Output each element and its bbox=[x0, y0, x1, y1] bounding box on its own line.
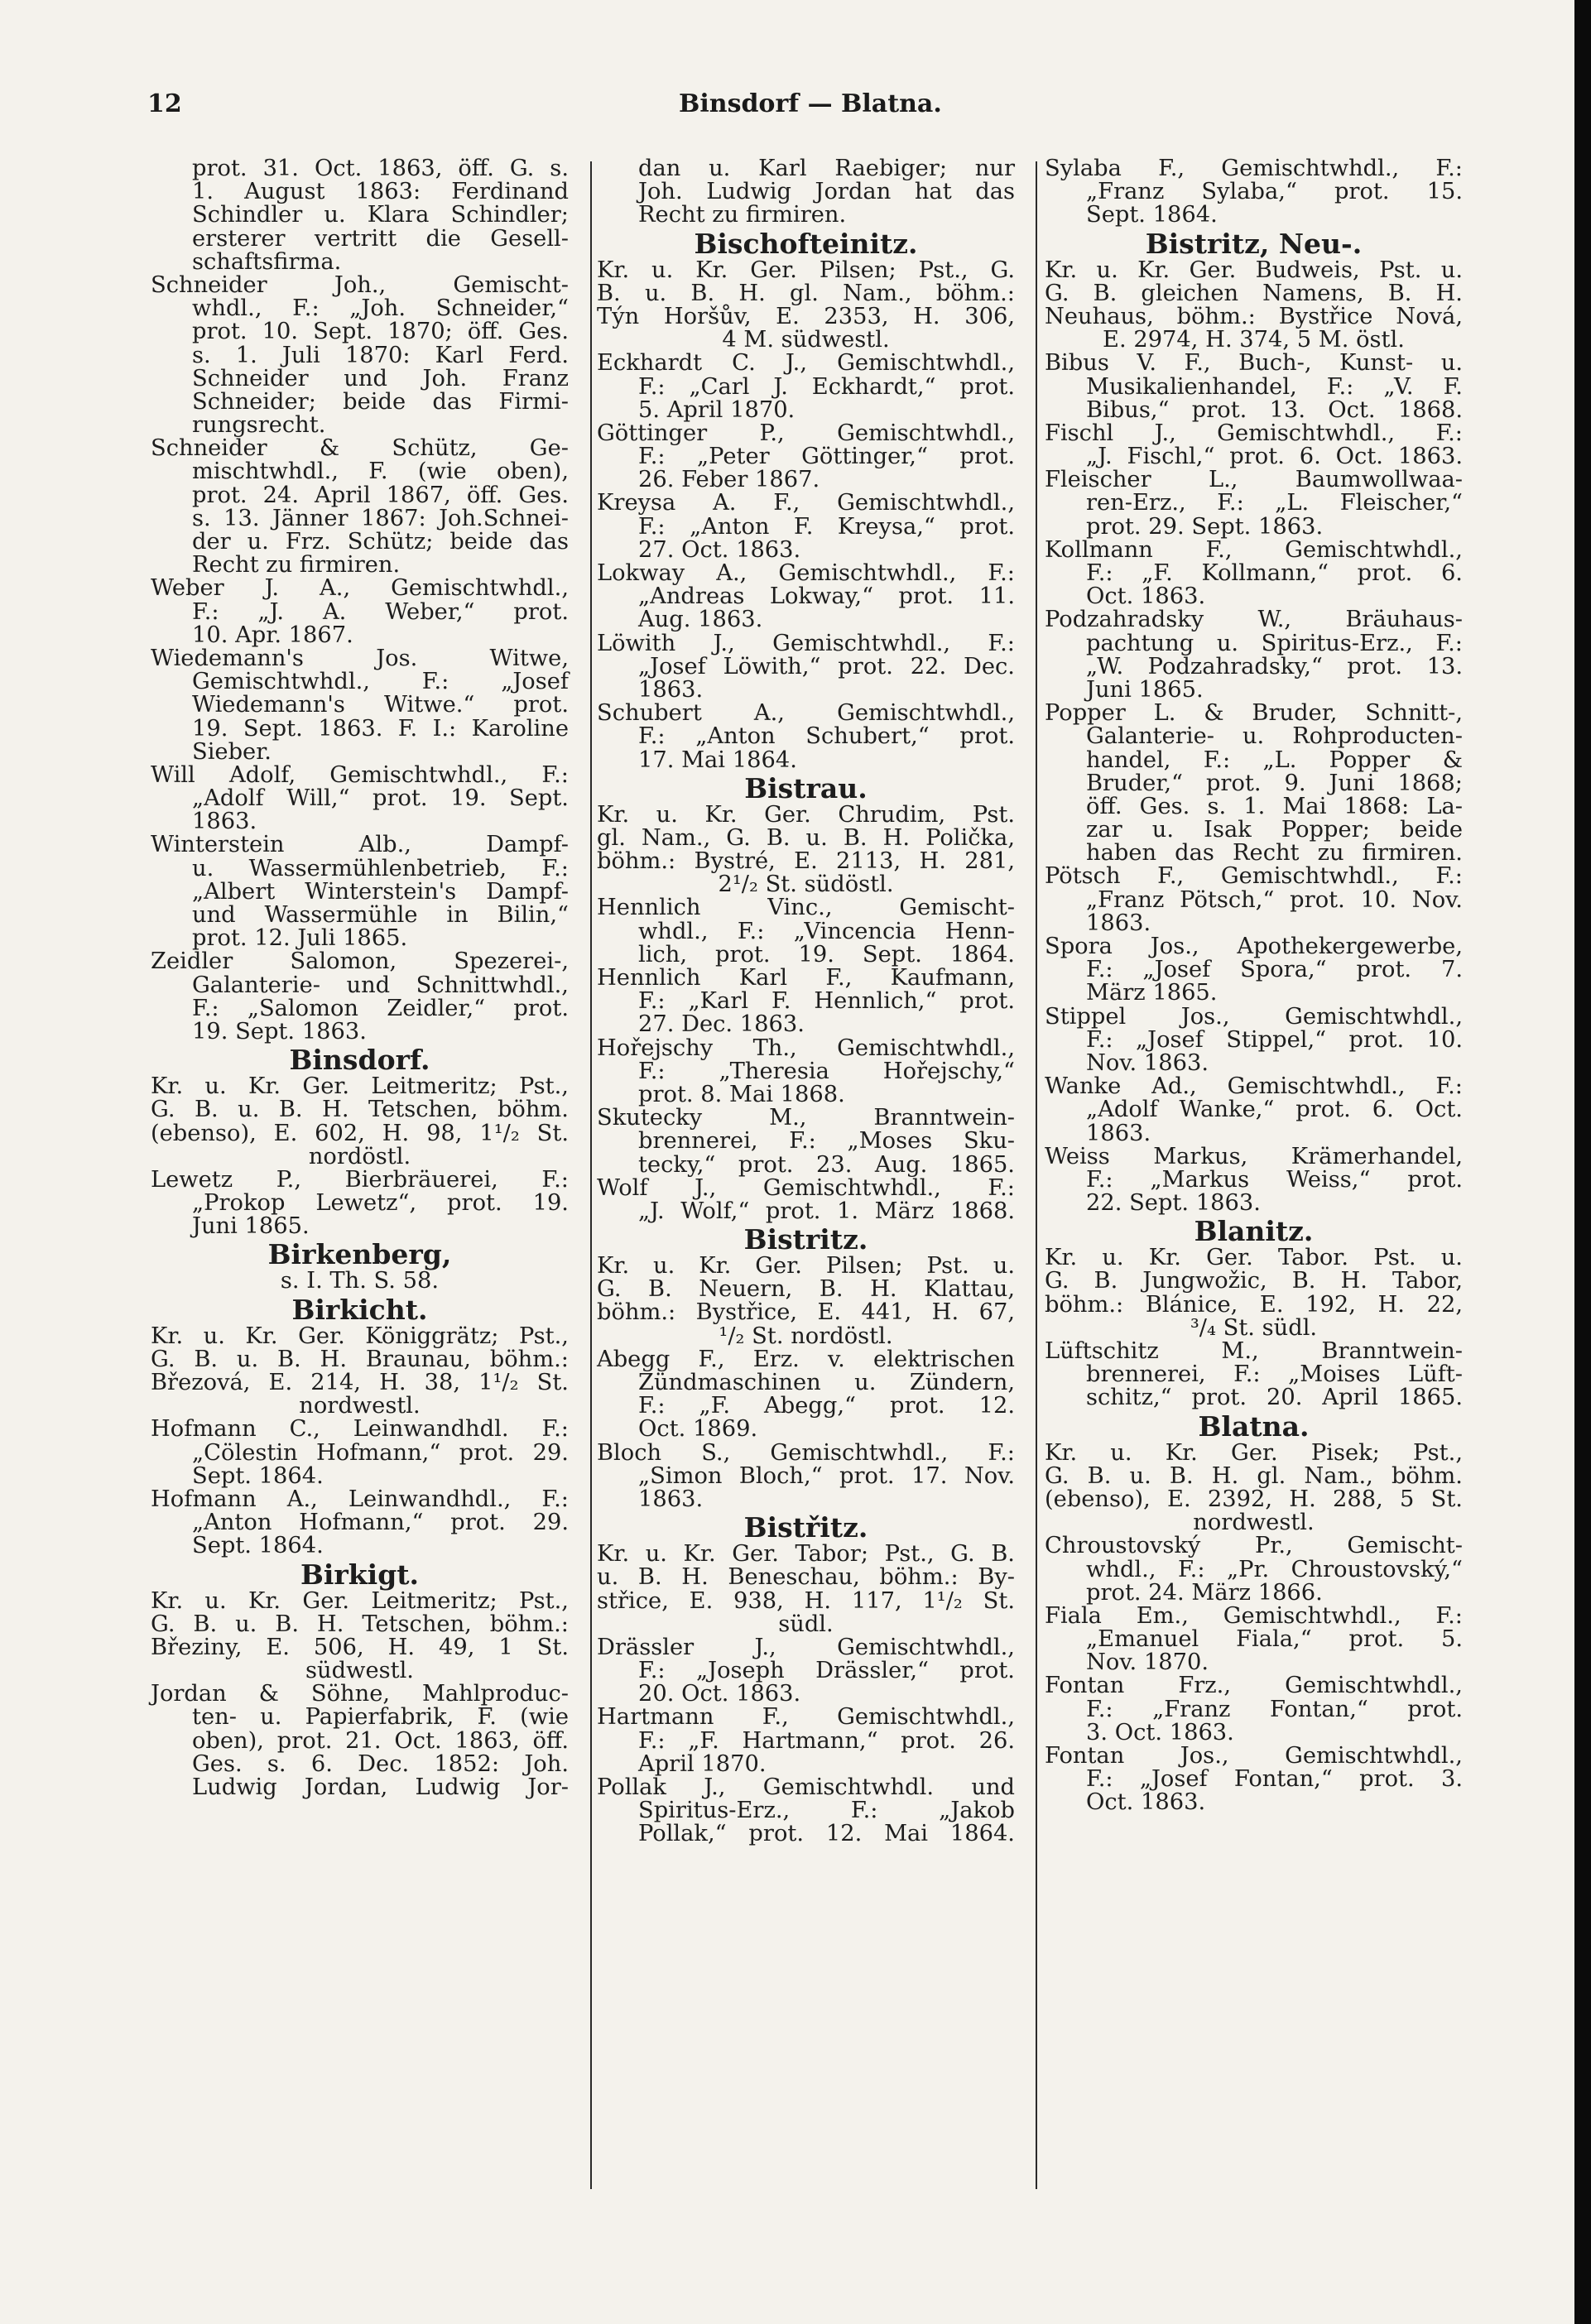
text-line: „Albert Winterstein's Dampf- bbox=[192, 878, 569, 905]
text-line: F.: „Salomon Zeidler,“ prot. bbox=[192, 995, 569, 1021]
place-heading: Bistritz. bbox=[743, 1223, 868, 1256]
text-line: „Prokop Lewetz“, prot. 19. bbox=[192, 1190, 569, 1217]
place-heading: Bistritz, Neu-. bbox=[1145, 227, 1363, 260]
text-line: handel, F.: „L. Popper & bbox=[1086, 747, 1463, 773]
text-line: střice, E. 938, H. 117, 1¹/₂ St. bbox=[597, 1587, 1015, 1614]
text-line: Juni 1865. bbox=[192, 1213, 310, 1240]
text-line: mischtwhdl., F. (wie oben), bbox=[192, 459, 569, 485]
text-line: 26. Feber 1867. bbox=[638, 467, 820, 493]
text-line: südwestl. bbox=[305, 1658, 414, 1684]
text-line: Pollak,“ prot. 12. Mai 1864. bbox=[638, 1821, 1015, 1847]
text-line: F.: „Karl F. Hennlich,“ prot. bbox=[638, 988, 1015, 1015]
scan-edge bbox=[1574, 0, 1591, 2324]
text-line: Popper L. & Bruder, Schnitt-, bbox=[1045, 700, 1463, 727]
text-line: 20. Oct. 1863. bbox=[638, 1681, 801, 1707]
text-line: Schneider; beide das Firmi- bbox=[192, 388, 569, 415]
text-line: Jordan & Söhne, Mahlproduc- bbox=[151, 1681, 569, 1707]
text-line: Will Adolf, Gemischtwhdl., F.: bbox=[151, 761, 569, 788]
text-line: oben), prot. 21. Oct. 1863, öff. bbox=[192, 1727, 569, 1754]
text-line: whdl., F.: „Pr. Chroustovský,“ bbox=[1086, 1556, 1463, 1582]
text-line: Schneider und Joh. Franz bbox=[192, 365, 569, 391]
text-line: F.: „Markus Weiss,“ prot. bbox=[1086, 1166, 1463, 1193]
text-line: Nov. 1870. bbox=[1086, 1649, 1209, 1676]
text-line: tecky,“ prot. 23. Aug. 1865. bbox=[638, 1151, 1015, 1178]
text-line: Kr. u. Kr. Ger. Leitmeritz; Pst., bbox=[151, 1073, 569, 1100]
text-line: G. B. u. B. H. Tetschen, böhm. bbox=[151, 1097, 569, 1123]
text-line: 27. Dec. 1863. bbox=[638, 1011, 805, 1038]
text-line: Wiedemann's Witwe.“ prot. bbox=[192, 692, 569, 718]
text-line: Ges. s. 6. Dec. 1852: Joh. bbox=[192, 1750, 569, 1777]
text-line: nordöstl. bbox=[308, 1143, 411, 1169]
text-line: Oct. 1863. bbox=[1086, 1789, 1206, 1816]
text-line: „Andreas Lokway,“ prot. 11. bbox=[638, 583, 1015, 610]
text-line: ¹/₂ St. nordöstl. bbox=[719, 1323, 893, 1349]
text-line: Recht zu firmiren. bbox=[638, 202, 847, 228]
text-line: 22. Sept. 1863. bbox=[1086, 1190, 1261, 1217]
text-line: Kr. u. Kr. Ger. Königgrätz; Pst., bbox=[151, 1323, 569, 1349]
text-line: schaftsfirma. bbox=[192, 248, 342, 275]
text-line: F.: „F. Hartmann,“ prot. 26. bbox=[638, 1727, 1015, 1754]
text-line: „Josef Löwith,“ prot. 22. Dec. bbox=[638, 653, 1015, 679]
text-line: Zündmaschinen u. Zündern, bbox=[638, 1370, 1015, 1395]
text-line: Winterstein Alb., Dampf- bbox=[151, 832, 569, 858]
text-line: ³/₄ St. südl. bbox=[1190, 1314, 1318, 1341]
text-line: 4 M. südwestl. bbox=[722, 327, 890, 353]
text-line: s. I. Th. S. 58. bbox=[280, 1268, 440, 1294]
text-line: Fiala Em., Gemischtwhdl., F.: bbox=[1045, 1602, 1463, 1629]
text-line: nordwestl. bbox=[1193, 1510, 1315, 1536]
text-line: Spora Jos., Apothekergewerbe, bbox=[1045, 934, 1463, 959]
text-line: Schubert A., Gemischtwhdl., bbox=[597, 700, 1015, 727]
text-line: F.: „Anton F. Kreysa,“ prot. bbox=[638, 513, 1015, 540]
text-line: (ebenso), E. 2392, H. 288, 5 St. bbox=[1045, 1486, 1463, 1512]
text-line: Bloch S., Gemischtwhdl., F.: bbox=[597, 1439, 1015, 1466]
text-line: Sept. 1864. bbox=[1086, 202, 1218, 228]
text-line: April 1870. bbox=[638, 1750, 767, 1777]
text-line: G. B. gleichen Namens, B. H. bbox=[1045, 280, 1463, 306]
text-line: „Adolf Wanke,“ prot. 6. Oct. bbox=[1086, 1097, 1463, 1123]
column-divider-right bbox=[1036, 161, 1037, 2189]
text-line: Týn Horšův, E. 2353, H. 306, bbox=[597, 303, 1015, 329]
text-line: whdl., F.: „Vincencia Henn- bbox=[638, 918, 1015, 944]
text-line: 2¹/₂ St. südöstl. bbox=[718, 872, 894, 898]
text-line: Spiritus-Erz., F.: „Jakob bbox=[638, 1798, 1015, 1824]
text-line: Hofmann C., Leinwandhdl. F.: bbox=[151, 1416, 569, 1443]
text-line: whdl., F.: „Joh. Schneider,“ bbox=[192, 295, 569, 322]
place-heading: Bistrau. bbox=[744, 771, 868, 804]
text-line: 1863. bbox=[192, 809, 257, 835]
text-line: Abegg F., Erz. v. elektrischen bbox=[597, 1346, 1015, 1372]
text-line: s. 13. Jänner 1867: Joh.Schnei- bbox=[192, 505, 569, 531]
text-line: Galanterie- u. Rohproducten- bbox=[1086, 723, 1463, 750]
text-line: Schneider & Schütz, Ge- bbox=[151, 435, 569, 462]
running-head: Binsdorf — Blatna. bbox=[679, 89, 942, 118]
column-divider-left bbox=[590, 161, 592, 2189]
text-line: Eckhardt C. J., Gemischtwhdl., bbox=[597, 350, 1015, 377]
place-heading: Bischofteinitz. bbox=[694, 227, 918, 260]
text-line: Hořejschy Th., Gemischtwhdl., bbox=[597, 1035, 1015, 1061]
text-line: nordwestl. bbox=[299, 1393, 421, 1419]
text-line: Oct. 1869. bbox=[638, 1416, 758, 1443]
text-line: Sieber. bbox=[192, 738, 272, 765]
text-line: 19. Sept. 1863. bbox=[192, 1018, 367, 1044]
text-line: Fontan Jos., Gemischtwhdl., bbox=[1045, 1743, 1463, 1769]
text-line: Ludwig Jordan, Ludwig Jor- bbox=[192, 1774, 569, 1800]
place-heading: Binsdorf. bbox=[289, 1044, 430, 1077]
text-line: 1863. bbox=[1086, 910, 1151, 936]
text-line: „Franz Sylaba,“ prot. 15. bbox=[1086, 179, 1463, 205]
text-line: 1. August 1863: Ferdinand bbox=[192, 179, 569, 205]
text-line: 10. Apr. 1867. bbox=[192, 622, 353, 648]
text-line: prot. 12. Juli 1865. bbox=[192, 925, 408, 952]
text-line: Aug. 1863. bbox=[638, 607, 763, 633]
text-line: s. 1. Juli 1870: Karl Ferd. bbox=[192, 342, 569, 368]
text-line: G. B. Neuern, B. H. Klattau, bbox=[597, 1276, 1015, 1303]
text-line: Kr. u. Kr. Ger. Pisek; Pst., bbox=[1045, 1439, 1463, 1466]
text-line: F.: „Josef Spora,“ prot. 7. bbox=[1086, 957, 1463, 983]
text-line: Drässler J., Gemischtwhdl., bbox=[597, 1634, 1015, 1660]
text-line: F.: „Anton Schubert,“ prot. bbox=[638, 723, 1015, 750]
text-line: Bibus,“ prot. 13. Oct. 1868. bbox=[1086, 396, 1463, 423]
text-line: Galanterie- und Schnittwhdl., bbox=[192, 972, 569, 998]
text-line: Hennlich Karl F., Kaufmann, bbox=[597, 965, 1015, 991]
text-line: 5. April 1870. bbox=[638, 396, 796, 423]
text-line: „Simon Bloch,“ prot. 17. Nov. bbox=[638, 1462, 1015, 1489]
text-line: Gemischtwhdl., F.: „Josef bbox=[192, 669, 569, 695]
text-line: prot. 8. Mai 1868. bbox=[638, 1081, 845, 1107]
text-line: Stippel Jos., Gemischtwhdl., bbox=[1045, 1003, 1463, 1030]
text-line: Kr. u. Kr. Ger. Tabor; Pst., G. B. bbox=[597, 1541, 1015, 1568]
page-number: 12 bbox=[147, 89, 182, 118]
text-line: Sylaba F., Gemischtwhdl., F.: bbox=[1045, 156, 1463, 181]
text-line: F.: „F. Kollmann,“ prot. 6. bbox=[1086, 560, 1463, 586]
text-line: Kr. u. Kr. Ger. Pilsen; Pst. u. bbox=[597, 1253, 1015, 1280]
text-line: böhm.: Bystré, E. 2113, H. 281, bbox=[597, 848, 1015, 875]
text-line: dan u. Karl Raebiger; nur bbox=[638, 156, 1015, 181]
text-line: 27. Oct. 1863. bbox=[638, 536, 801, 563]
text-line: Zeidler Salomon, Spezerei-, bbox=[151, 948, 569, 975]
text-line: Nov. 1863. bbox=[1086, 1049, 1209, 1076]
text-line: brennerei, F.: „Moses Sku- bbox=[638, 1128, 1015, 1155]
text-line: Fontan Frz., Gemischtwhdl., bbox=[1045, 1673, 1463, 1699]
text-line: Kreysa A. F., Gemischtwhdl., bbox=[597, 490, 1015, 516]
text-line: schitz,“ prot. 20. April 1865. bbox=[1086, 1385, 1463, 1411]
text-line: prot. 24. März 1866. bbox=[1086, 1579, 1323, 1606]
text-line: u. Wassermühlenbetrieb, F.: bbox=[192, 855, 569, 881]
column-left bbox=[151, 157, 569, 1799]
text-line: Pollak J., Gemischtwhdl. und bbox=[597, 1774, 1015, 1800]
text-line: März 1865. bbox=[1086, 980, 1218, 1006]
text-line: F.: „Franz Fontan,“ prot. bbox=[1086, 1696, 1463, 1722]
text-line: F.: „Carl J. Eckhardt,“ prot. bbox=[638, 373, 1015, 400]
column-right bbox=[1045, 157, 1463, 1815]
text-line: Březiny, E. 506, H. 49, 1 St. bbox=[151, 1634, 569, 1660]
text-line: F.: „Joseph Drässler,“ prot. bbox=[638, 1658, 1015, 1684]
place-heading: Birkicht. bbox=[291, 1293, 428, 1326]
text-line: Kr. u. Kr. Ger. Budweis, Pst. u. bbox=[1045, 257, 1463, 283]
text-line: böhm.: Blánice, E. 192, H. 22, bbox=[1045, 1291, 1463, 1318]
text-line: pachtung u. Spiritus-Erz., F.: bbox=[1086, 630, 1463, 656]
text-line: 1863. bbox=[1086, 1120, 1151, 1146]
text-line: „Adolf Will,“ prot. 19. Sept. bbox=[192, 785, 569, 812]
text-line: Musikalienhandel, F.: „V. F. bbox=[1086, 373, 1463, 400]
text-line: Joh. Ludwig Jordan hat das bbox=[638, 179, 1015, 205]
text-line: 19. Sept. 1863. F. I.: Karoline bbox=[192, 715, 569, 742]
text-line: „Cölestin Hofmann,“ prot. 29. bbox=[192, 1439, 569, 1466]
text-line: Kr. u. Kr. Ger. Leitmeritz; Pst., bbox=[151, 1587, 569, 1614]
text-line: 1863. bbox=[638, 1486, 704, 1512]
place-heading: Bistřitz. bbox=[743, 1511, 868, 1544]
text-line: böhm.: Bystřice, E. 441, H. 67, bbox=[597, 1299, 1015, 1326]
place-heading: Birkenberg, bbox=[267, 1238, 452, 1271]
text-line: prot. 10. Sept. 1870; öff. Ges. bbox=[192, 319, 569, 345]
text-line: Wolf J., Gemischtwhdl., F.: bbox=[597, 1174, 1015, 1201]
place-heading: Blanitz. bbox=[1194, 1215, 1314, 1248]
text-line: „Anton Hofmann,“ prot. 29. bbox=[192, 1510, 569, 1536]
text-line: F.: „F. Abegg,“ prot. 12. bbox=[638, 1393, 1015, 1419]
text-line: F.: „Theresia Hořejschy,“ bbox=[638, 1058, 1015, 1084]
text-line: rungsrecht. bbox=[192, 412, 326, 439]
place-heading: Birkigt. bbox=[300, 1558, 420, 1591]
text-line: Chroustovský Pr., Gemischt- bbox=[1045, 1533, 1463, 1559]
text-line: F.: „Josef Fontan,“ prot. 3. bbox=[1086, 1766, 1463, 1793]
text-line: prot. 24. April 1867, öff. Ges. bbox=[192, 482, 569, 508]
text-line: ersterer vertritt die Gesell- bbox=[192, 225, 569, 252]
text-line: Pötsch F., Gemischtwhdl., F.: bbox=[1045, 863, 1463, 890]
text-line: G. B. u. B. H. Tetschen, böhm.: bbox=[151, 1611, 569, 1637]
text-line: ren-Erz., F.: „L. Fleischer,“ bbox=[1086, 490, 1463, 516]
text-line: prot. 29. Sept. 1863. bbox=[1086, 513, 1324, 540]
text-line: Bruder,“ prot. 9. Juni 1868; bbox=[1086, 770, 1463, 796]
text-line: Weiss Markus, Krämerhandel, bbox=[1045, 1143, 1463, 1169]
text-line: u. B. H. Beneschau, böhm.: By- bbox=[597, 1564, 1015, 1591]
text-line: Schneider Joh., Gemischt- bbox=[151, 271, 569, 298]
text-line: Sept. 1864. bbox=[192, 1533, 324, 1559]
column-middle bbox=[597, 157, 1015, 1846]
text-line: 1863. bbox=[638, 676, 704, 703]
text-line: prot. 31. Oct. 1863, öff. G. s. bbox=[192, 156, 569, 181]
text-line: Kollmann F., Gemischtwhdl., bbox=[1045, 536, 1463, 563]
text-line: Lokway A., Gemischtwhdl., F.: bbox=[597, 560, 1015, 586]
text-line: F.: „Josef Stippel,“ prot. 10. bbox=[1086, 1026, 1463, 1053]
text-line: und Wassermühle in Bilin,“ bbox=[192, 902, 569, 928]
text-line: (ebenso), E. 602, H. 98, 1¹/₂ St. bbox=[151, 1120, 569, 1146]
text-line: Neuhaus, böhm.: Bystřice Nová, bbox=[1045, 303, 1463, 329]
text-line: Recht zu firmiren. bbox=[192, 552, 401, 579]
text-line: Bibus V. F., Buch-, Kunst- u. bbox=[1045, 350, 1463, 377]
text-line: zar u. Isak Popper; beide bbox=[1086, 817, 1463, 843]
text-line: südl. bbox=[778, 1611, 834, 1637]
text-line: Juni 1865. bbox=[1086, 676, 1204, 703]
text-line: Löwith J., Gemischtwhdl., F.: bbox=[597, 630, 1015, 656]
text-line: B. u. B. H. gl. Nam., böhm.: bbox=[597, 280, 1015, 306]
text-line: Kr. u. Kr. Ger. Tabor. Pst. u. bbox=[1045, 1245, 1463, 1271]
text-line: Oct. 1863. bbox=[1086, 583, 1206, 610]
text-line: 17. Mai 1864. bbox=[638, 747, 797, 773]
text-line: F.: „J. A. Weber,“ prot. bbox=[192, 598, 569, 625]
text-line: 3. Oct. 1863. bbox=[1086, 1719, 1234, 1745]
text-line: Kr. u. Kr. Ger. Chrudim, Pst. bbox=[597, 801, 1015, 828]
text-line: Hennlich Vinc., Gemischt- bbox=[597, 895, 1015, 921]
text-line: Podzahradsky W., Bräuhaus- bbox=[1045, 607, 1463, 633]
text-line: Göttinger P., Gemischtwhdl., bbox=[597, 420, 1015, 446]
text-line: Wanke Ad., Gemischtwhdl., F.: bbox=[1045, 1073, 1463, 1100]
text-line: Fleischer L., Baumwollwaa- bbox=[1045, 467, 1463, 493]
text-line: ten- u. Papierfabrik, F. (wie bbox=[192, 1704, 569, 1731]
text-line: lich, prot. 19. Sept. 1864. bbox=[638, 941, 1015, 968]
text-line: „J. Fischl,“ prot. 6. Oct. 1863. bbox=[1086, 444, 1463, 470]
text-line: Wiedemann's Jos. Witwe, bbox=[151, 645, 569, 671]
text-line: „Emanuel Fiala,“ prot. 5. bbox=[1086, 1626, 1463, 1653]
text-line: Skutecky M., Branntwein- bbox=[597, 1105, 1015, 1131]
text-line: gl. Nam., G. B. u. B. H. Polička, bbox=[597, 824, 1015, 851]
text-line: E. 2974, H. 374, 5 M. östl. bbox=[1103, 327, 1405, 353]
text-line: Březová, E. 214, H. 38, 1¹/₂ St. bbox=[151, 1370, 569, 1395]
text-line: F.: „Peter Göttinger,“ prot. bbox=[638, 444, 1015, 470]
text-line: G. B. Jungwožic, B. H. Tabor, bbox=[1045, 1268, 1463, 1294]
text-line: haben das Recht zu firmiren. bbox=[1086, 840, 1463, 867]
text-line: Sept. 1864. bbox=[192, 1462, 324, 1489]
text-line: Lewetz P., Bierbräuerei, F.: bbox=[151, 1166, 569, 1193]
text-line: Lüftschitz M., Branntwein- bbox=[1045, 1338, 1463, 1364]
text-line: der u. Frz. Schütz; beide das bbox=[192, 529, 569, 555]
text-line: G. B. u. B. H. Braunau, böhm.: bbox=[151, 1346, 569, 1372]
text-line: „Franz Pötsch,“ prot. 10. Nov. bbox=[1086, 886, 1463, 913]
text-line: brennerei, F.: „Moises Lüft- bbox=[1086, 1361, 1463, 1388]
text-line: „J. Wolf,“ prot. 1. März 1868. bbox=[638, 1198, 1015, 1224]
text-line: Hartmann F., Gemischtwhdl., bbox=[597, 1704, 1015, 1731]
text-line: öff. Ges. s. 1. Mai 1868: La- bbox=[1086, 793, 1463, 819]
text-line: Fischl J., Gemischtwhdl., F.: bbox=[1045, 420, 1463, 446]
text-line: „W. Podzahradsky,“ prot. 13. bbox=[1086, 653, 1463, 679]
text-line: Weber J. A., Gemischtwhdl., bbox=[151, 575, 569, 602]
text-line: Hofmann A., Leinwandhdl., F.: bbox=[151, 1486, 569, 1512]
text-line: Schindler u. Klara Schindler; bbox=[192, 202, 569, 228]
place-heading: Blatna. bbox=[1198, 1409, 1310, 1443]
text-line: G. B. u. B. H. gl. Nam., böhm. bbox=[1045, 1462, 1463, 1489]
text-line: Kr. u. Kr. Ger. Pilsen; Pst., G. bbox=[597, 257, 1015, 283]
